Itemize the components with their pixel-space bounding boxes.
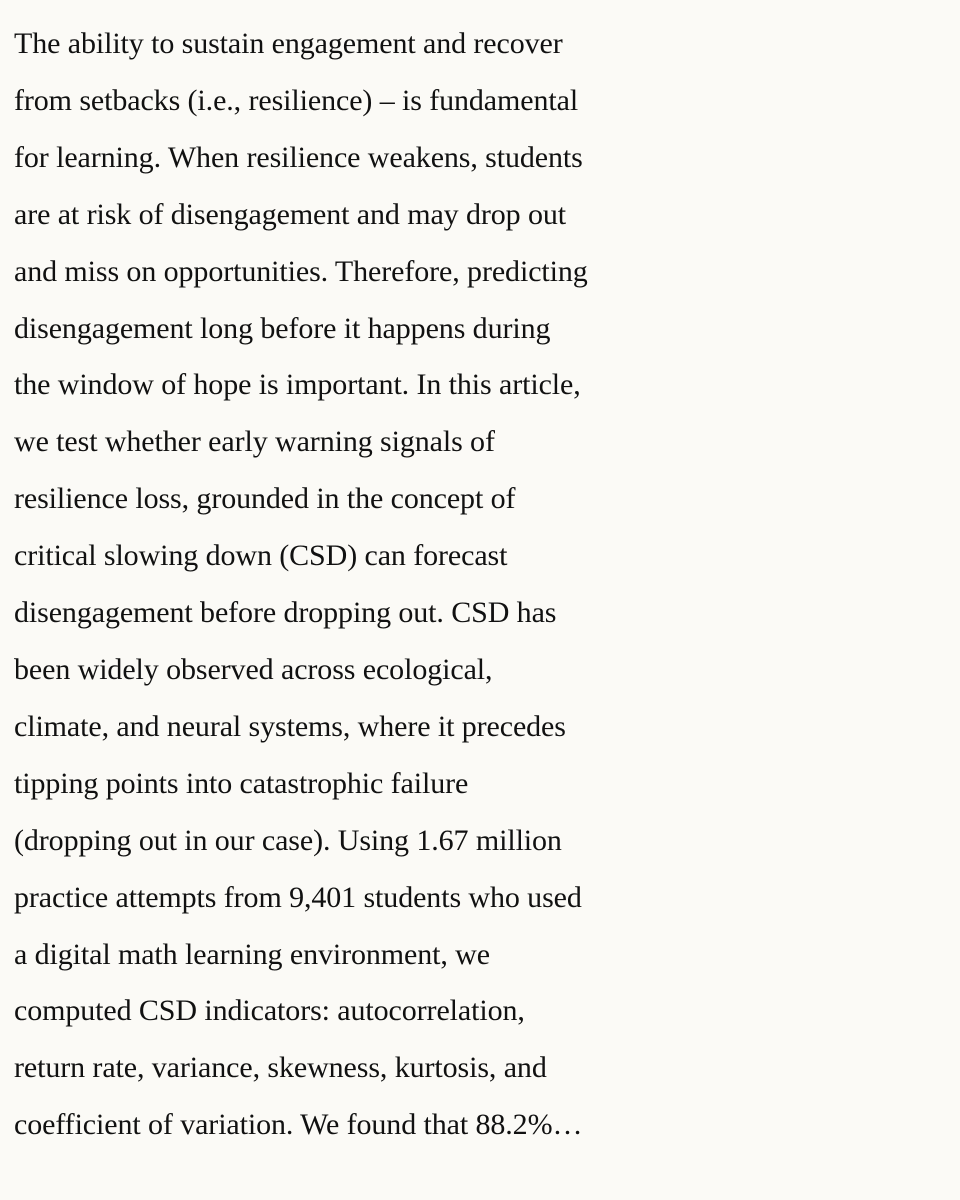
abstract-line: computed CSD indicators: autocorrelation, <box>14 994 525 1028</box>
abstract-line: been widely observed across ecological, <box>14 652 493 686</box>
abstract-line: from setbacks (i.e., resilience) – is fundamental <box>14 83 579 117</box>
abstract-line: a digital math learning environment, we <box>14 937 490 971</box>
abstract-line: disengagement long before it happens during <box>14 311 551 345</box>
abstract-line: return rate, variance, skewness, kurtosis, and <box>14 1051 547 1085</box>
abstract-line: coefficient of variation. We found that 88.2%… <box>14 1108 583 1142</box>
abstract-line: we test whether early warning signals of <box>14 425 495 459</box>
abstract-line: critical slowing down (CSD) can forecast <box>14 539 508 573</box>
abstract-line: are at risk of disengagement and may drop out <box>14 197 566 231</box>
abstract-line: practice attempts from 9,401 students who used <box>14 880 582 914</box>
abstract-line: The ability to sustain engagement and recover <box>14 27 563 60</box>
abstract-line: tipping points into catastrophic failure <box>14 766 469 800</box>
abstract-line: disengagement before dropping out. CSD has <box>14 596 557 630</box>
abstract-line: climate, and neural systems, where it precedes <box>14 709 566 743</box>
abstract-line: and miss on opportunities. Therefore, predicting <box>14 254 588 288</box>
abstract-line: (dropping out in our case). Using 1.67 million <box>14 823 562 857</box>
abstract-text <box>14 16 960 1154</box>
abstract-line: resilience loss, grounded in the concept of <box>14 482 516 516</box>
abstract-line: the window of hope is important. In this article, <box>14 368 581 402</box>
abstract-line: for learning. When resilience weakens, students <box>14 140 583 174</box>
